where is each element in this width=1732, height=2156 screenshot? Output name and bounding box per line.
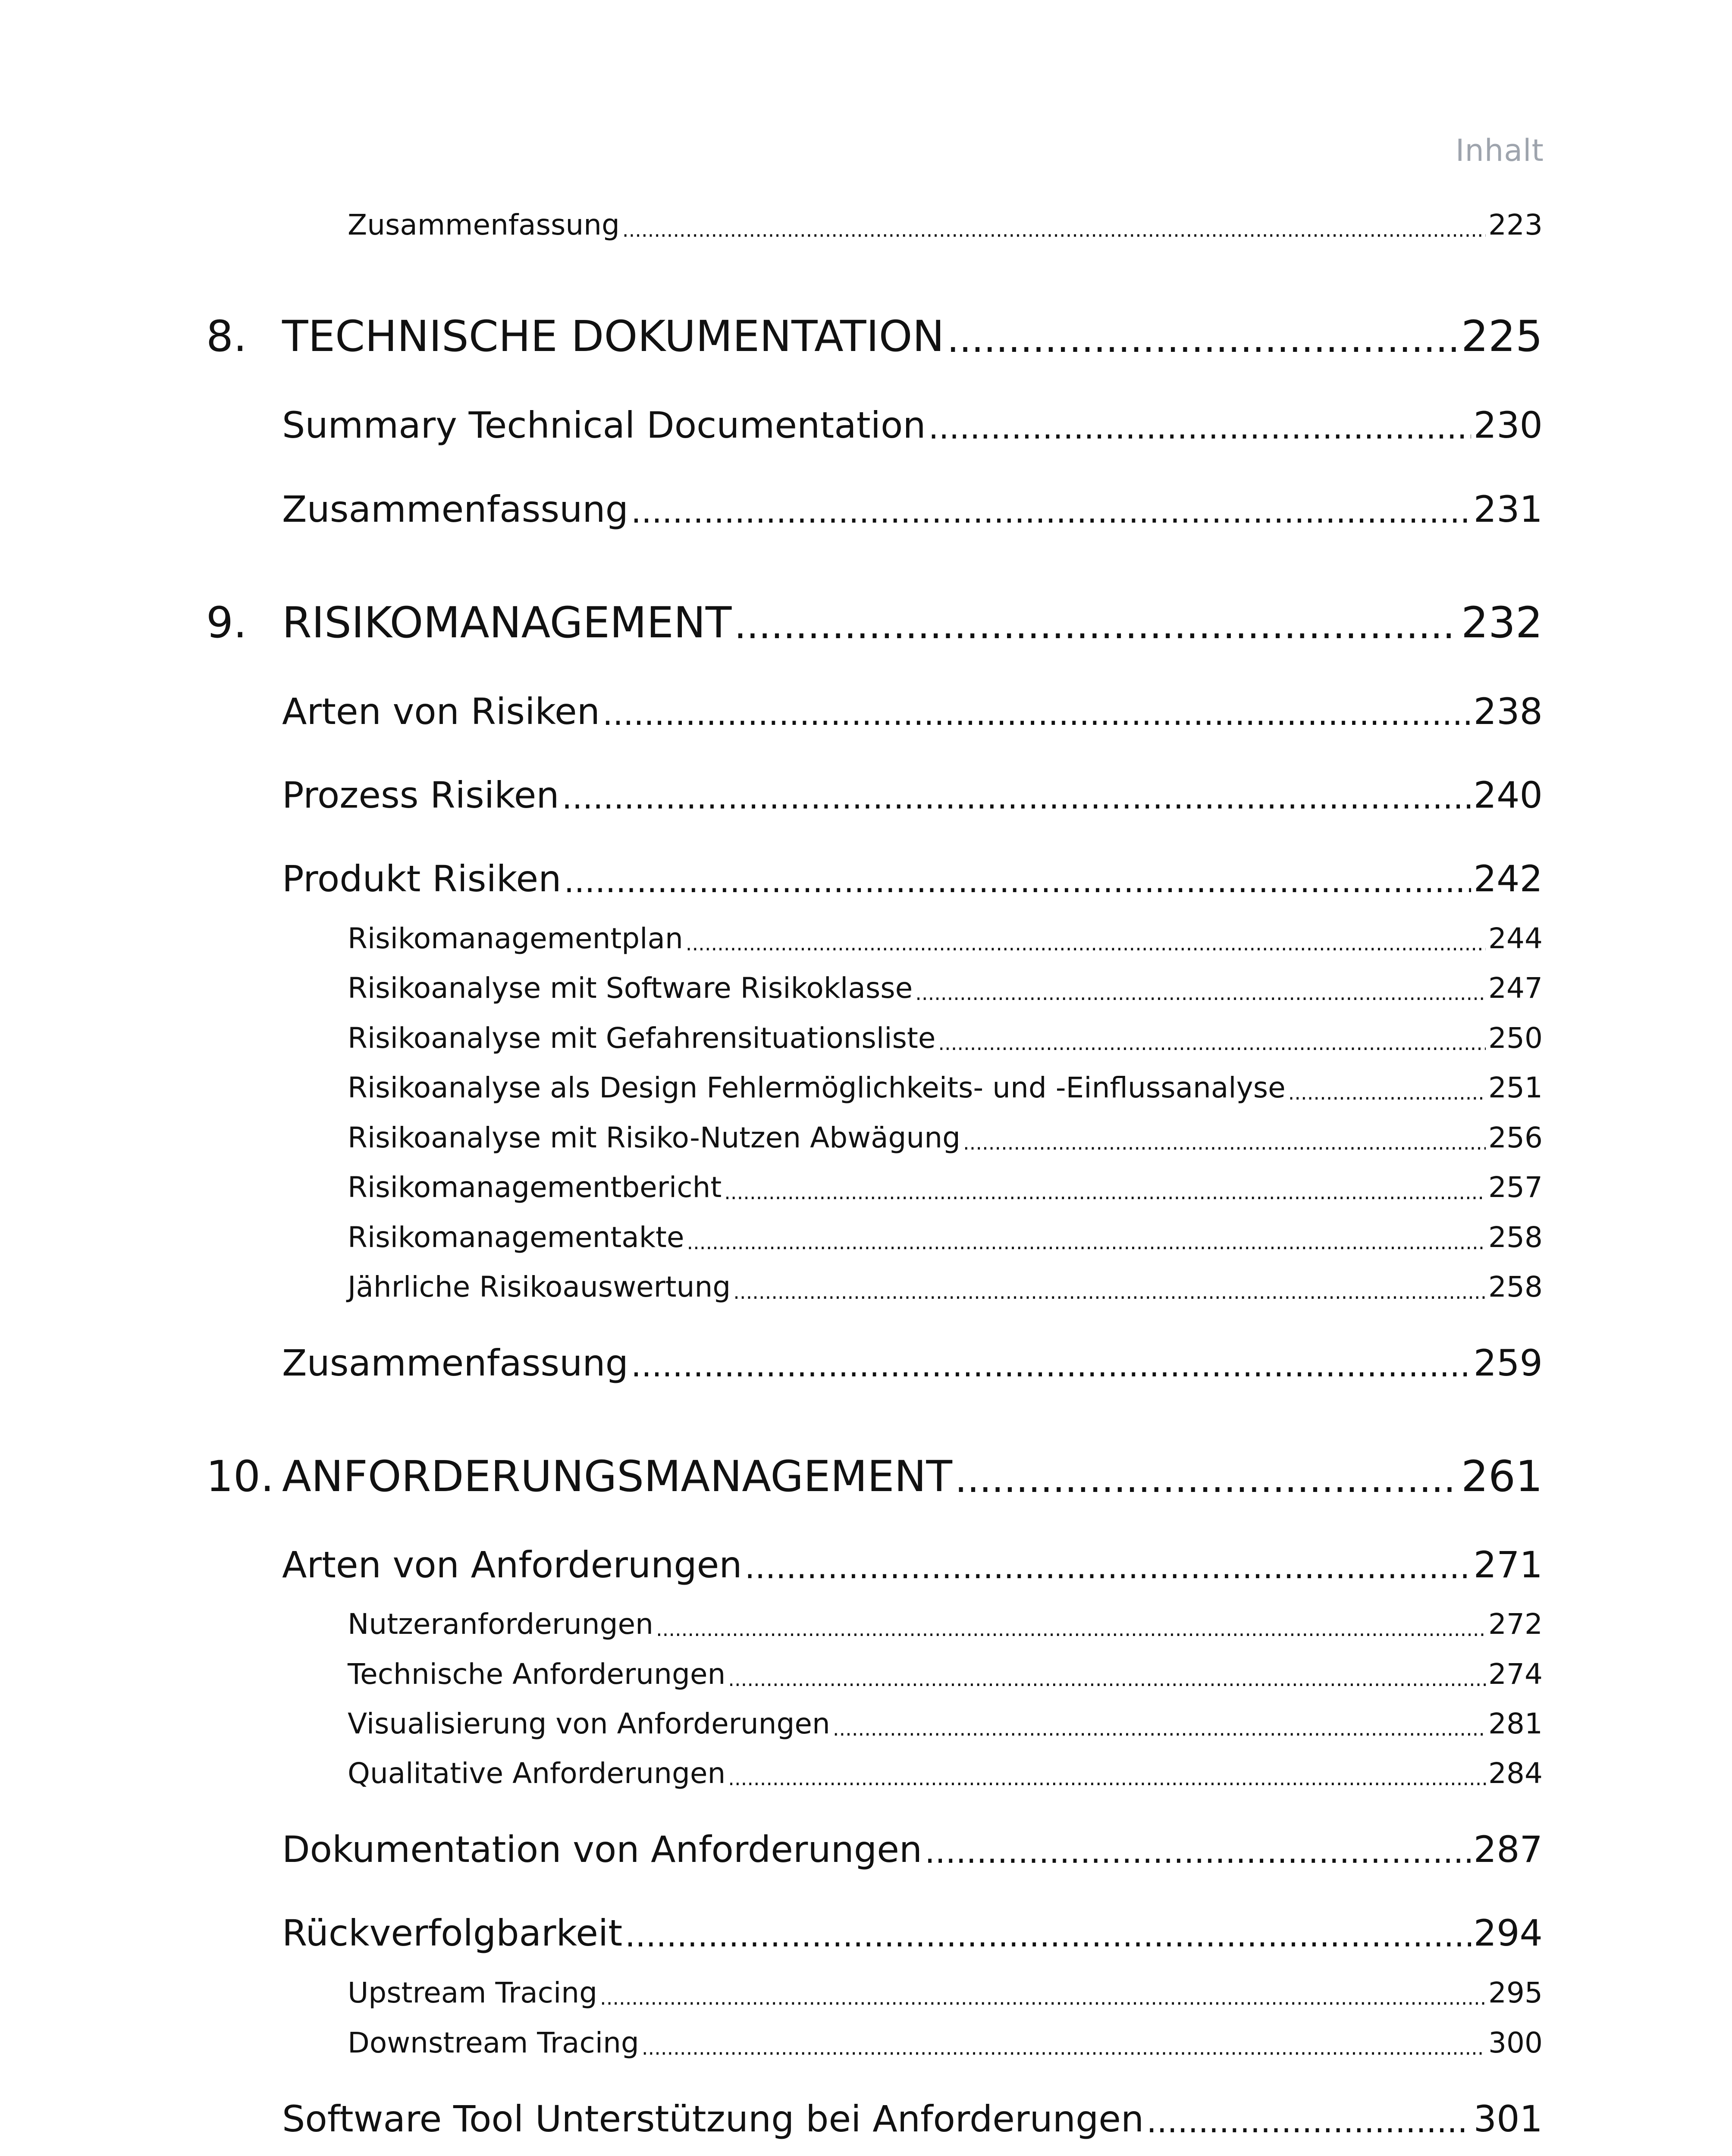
toc-entry-zusammenfassung-223[interactable] <box>348 203 1543 241</box>
toc-subsection-page: 258 <box>1488 1221 1543 1254</box>
toc-subsection-page: 250 <box>1488 1022 1543 1055</box>
toc-section-arten-von-anforderungen[interactable] <box>282 1539 1543 1586</box>
toc-subsection-qualitative-anforderungen[interactable] <box>348 1751 1543 1790</box>
toc-chapter-title: TECHNISCHE DOKUMENTATION <box>282 312 944 361</box>
toc-section-title: Zusammenfassung <box>282 488 628 530</box>
toc-subsection-page: 244 <box>1488 922 1543 955</box>
dot-leader <box>925 1833 1471 1871</box>
toc-subsection-title: Risikoanalyse mit Risiko-Nutzen Abwägung <box>348 1121 960 1154</box>
toc-section-page: 287 <box>1473 1828 1543 1871</box>
toc-section-page: 231 <box>1473 488 1543 530</box>
toc-subsection-downstream-tracing[interactable] <box>348 2021 1543 2059</box>
dot-leader <box>728 1667 1486 1691</box>
toc-subsection-visualisierung-von-anforderungen[interactable] <box>348 1702 1543 1740</box>
toc-subsection-upstream-tracing[interactable] <box>348 1971 1543 2009</box>
toc-section-title: Rückverfolgbarkeit <box>282 1912 623 1954</box>
dot-leader <box>728 1767 1486 1790</box>
dot-leader <box>833 1717 1486 1740</box>
toc-subsection-title: Risikomanagementbericht <box>348 1171 722 1204</box>
toc-subsection-nutzeranforderungen[interactable] <box>348 1602 1543 1641</box>
toc-section-summary-technical-documentation[interactable] <box>282 399 1543 446</box>
toc-section-title: Prozess Risiken <box>282 774 559 816</box>
toc-chapter-number: 8. <box>206 312 247 361</box>
toc-subsection-technische-anforderungen[interactable] <box>348 1652 1543 1691</box>
toc-subsection-title: Risikomanagementakte <box>348 1221 684 1254</box>
toc-section-page: 240 <box>1473 774 1543 816</box>
dot-leader <box>955 1457 1459 1501</box>
toc-subsection-title: Risikoanalyse als Design Fehlermöglichkeits- und -Einflussanalyse <box>348 1071 1286 1104</box>
toc-section-zusammenfassung-231[interactable] <box>282 483 1543 530</box>
toc-entry-title: Zusammenfassung <box>348 208 620 241</box>
toc-section-page: 294 <box>1473 1912 1543 1954</box>
dot-leader <box>745 1548 1471 1586</box>
dot-leader <box>602 695 1471 733</box>
toc-subsection-risikomanagementakte[interactable] <box>348 1215 1543 1254</box>
dot-leader <box>687 1231 1486 1254</box>
dot-leader <box>625 1916 1471 1954</box>
toc-subsection-risikoanalyse-gefahrensituationsliste[interactable] <box>348 1016 1543 1055</box>
toc-section-title: Zusammenfassung <box>282 1342 628 1384</box>
running-header: Inhalt <box>1455 133 1544 168</box>
toc-chapter-9[interactable] <box>206 592 1543 648</box>
toc-subsection-page: 284 <box>1488 1757 1543 1790</box>
toc-section-title: Arten von Anforderungen <box>282 1544 742 1586</box>
toc-subsection-risikomanagementplan[interactable] <box>348 916 1543 955</box>
toc-subsection-title: Upstream Tracing <box>348 1976 598 2009</box>
toc-section-produkt-risiken[interactable] <box>282 852 1543 900</box>
toc-chapter-page: 232 <box>1461 598 1543 648</box>
toc-subsection-page: 251 <box>1488 1071 1543 1104</box>
toc-section-rueckverfolgbarkeit[interactable] <box>282 1907 1543 1954</box>
toc-subsection-title: Risikomanagementplan <box>348 922 683 955</box>
toc-section-title: Summary Technical Documentation <box>282 404 926 446</box>
toc-section-zusammenfassung-259[interactable] <box>282 1337 1543 1384</box>
toc-subsection-jaehrliche-risikoauswertung[interactable] <box>348 1265 1543 1304</box>
dot-leader <box>963 1131 1486 1154</box>
toc-subsection-risikoanalyse-software-risikoklasse[interactable] <box>348 966 1543 1005</box>
toc-chapter-8[interactable] <box>206 305 1543 361</box>
dot-leader <box>938 1031 1486 1055</box>
toc-subsection-title: Risikoanalyse mit Software Risikoklasse <box>348 971 913 1005</box>
toc-subsection-page: 295 <box>1488 1976 1543 2009</box>
dot-leader <box>562 778 1471 816</box>
toc-chapter-title: RISIKOMANAGEMENT <box>282 598 732 648</box>
dot-leader <box>686 932 1486 955</box>
dot-leader <box>631 1346 1471 1384</box>
toc-section-page: 230 <box>1473 404 1543 446</box>
dot-leader <box>631 492 1471 530</box>
toc-section-software-tool-unterstuetzung[interactable] <box>282 2093 1543 2140</box>
dot-leader <box>734 603 1459 648</box>
dot-leader <box>622 218 1486 241</box>
toc-chapter-number: 10. <box>206 1452 274 1501</box>
toc-chapter-10[interactable] <box>206 1445 1543 1501</box>
toc-section-arten-von-risiken[interactable] <box>282 685 1543 733</box>
toc-subsection-title: Jährliche Risikoauswertung <box>348 1270 731 1304</box>
toc-entry-page: 223 <box>1488 208 1543 241</box>
dot-leader <box>947 317 1459 361</box>
toc-subsection-page: 281 <box>1488 1707 1543 1740</box>
toc-subsection-title: Downstream Tracing <box>348 2026 639 2059</box>
toc-section-page: 271 <box>1473 1544 1543 1586</box>
dot-leader <box>656 1617 1486 1641</box>
toc-subsection-risikoanalyse-design-fmea[interactable] <box>348 1065 1543 1104</box>
toc-section-title: Dokumentation von Anforderungen <box>282 1828 922 1871</box>
toc-subsection-title: Qualitative Anforderungen <box>348 1757 726 1790</box>
toc-subsection-title: Visualisierung von Anforderungen <box>348 1707 830 1740</box>
toc-subsection-title: Nutzeranforderungen <box>348 1608 653 1641</box>
toc-subsection-page: 257 <box>1488 1171 1543 1204</box>
dot-leader <box>929 408 1471 446</box>
dot-leader <box>915 981 1486 1005</box>
toc-subsection-title: Risikoanalyse mit Gefahrensituationsliste <box>348 1022 936 1055</box>
toc-section-prozess-risiken[interactable] <box>282 769 1543 816</box>
toc-section-page: 301 <box>1473 2098 1543 2140</box>
dot-leader <box>1288 1081 1486 1104</box>
toc-section-dokumentation-von-anforderungen[interactable] <box>282 1823 1543 1871</box>
toc-subsection-risikoanalyse-risiko-nutzen[interactable] <box>348 1116 1543 1154</box>
toc-subsection-page: 256 <box>1488 1121 1543 1154</box>
toc-subsection-page: 272 <box>1488 1608 1543 1641</box>
dot-leader <box>564 862 1471 900</box>
dot-leader <box>733 1280 1486 1304</box>
dot-leader <box>724 1181 1486 1204</box>
toc-chapter-page: 261 <box>1461 1452 1543 1501</box>
dot-leader <box>600 1986 1486 2009</box>
toc-subsection-page: 247 <box>1488 971 1543 1005</box>
toc-section-title: Arten von Risiken <box>282 690 600 733</box>
dot-leader <box>642 2036 1486 2059</box>
toc-subsection-page: 300 <box>1488 2026 1543 2059</box>
dot-leader <box>1146 2102 1471 2140</box>
toc-section-page: 238 <box>1473 690 1543 733</box>
toc-section-title: Software Tool Unterstützung bei Anforderungen <box>282 2098 1144 2140</box>
toc-section-page: 242 <box>1473 858 1543 900</box>
toc-section-title: Produkt Risiken <box>282 858 562 900</box>
toc-subsection-title: Technische Anforderungen <box>348 1658 726 1691</box>
toc-section-page: 259 <box>1473 1342 1543 1384</box>
toc-chapter-page: 225 <box>1461 312 1543 361</box>
toc-chapter-number: 9. <box>206 598 247 648</box>
toc-chapter-title: ANFORDERUNGSMANAGEMENT <box>282 1452 953 1501</box>
toc-subsection-page: 258 <box>1488 1270 1543 1304</box>
toc-subsection-page: 274 <box>1488 1658 1543 1691</box>
toc-subsection-risikomanagementbericht[interactable] <box>348 1165 1543 1204</box>
